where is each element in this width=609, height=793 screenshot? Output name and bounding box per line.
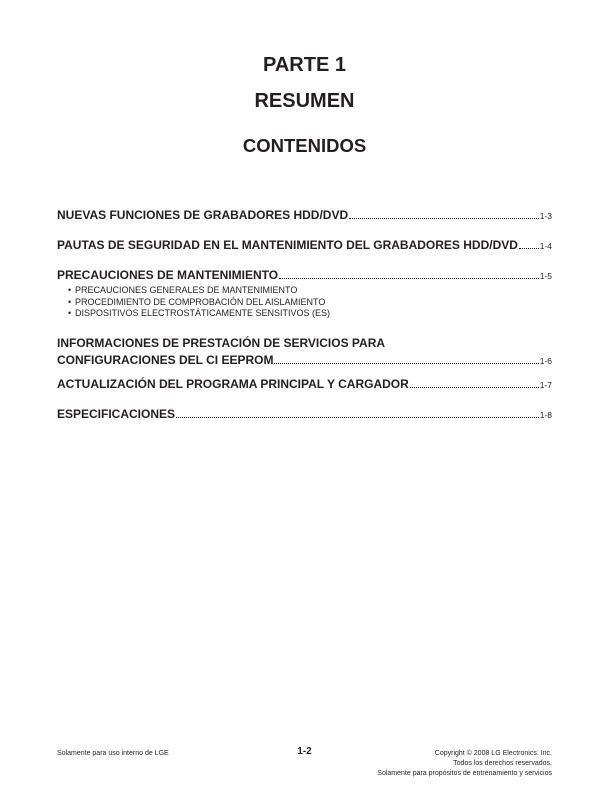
bullet-icon: • [68, 285, 72, 295]
toc-entry-title: PAUTAS DE SEGURIDAD EN EL MANTENIMIENTO DEL GRABADORES HDD/DVD [57, 238, 518, 252]
toc-entry-title: ACTUALIZACIÓN DEL PROGRAMA PRINCIPAL Y CARGADOR [57, 377, 409, 391]
footer-internal-use: Solamente para uso interno de LGE [57, 750, 169, 757]
footer-copyright-block [377, 749, 552, 779]
footer-page-number: 1-2 [297, 746, 312, 757]
toc-entry-new-features[interactable] [57, 208, 552, 222]
toc-entry-title: ESPECIFICACIONES [57, 407, 176, 421]
toc-entry-page: 1-6 [539, 356, 552, 366]
toc-entry-title-line2: CONFIGURACIONES DEL CI EEPROM [57, 353, 274, 367]
toc-subitem[interactable]: • PRECAUCIONES GENERALES DE MANTENIMIENTO [68, 285, 298, 295]
toc-entry-maintenance-precautions[interactable] [57, 268, 552, 320]
footer-copyright: Copyright © 2008 LG Electronics. Inc. [434, 750, 552, 757]
summary-title: RESUMEN [254, 90, 355, 112]
toc-entry-title: NUEVAS FUNCIONES DE GRABADORES HDD/DVD [57, 208, 349, 222]
dot-leader [519, 247, 539, 249]
part-title: PARTE 1 [263, 54, 346, 76]
toc-entry-page: 1-5 [539, 271, 552, 281]
toc-entry-page: 1-7 [539, 380, 552, 390]
bullet-icon: • [68, 308, 72, 318]
toc-entry-firmware-update[interactable] [57, 377, 552, 391]
toc-entry-page: 1-4 [539, 241, 552, 251]
dot-leader [410, 386, 539, 388]
dot-leader [349, 217, 539, 219]
toc-subitem[interactable]: • DISPOSITIVOS ELECTROSTÁTICAMENTE SENSITIVOS (ES) [68, 308, 331, 318]
toc-entry-page: 1-3 [539, 211, 552, 221]
contents-title: CONTENIDOS [242, 135, 367, 156]
toc-entry-title: PRECAUCIONES DE MANTENIMIENTO [57, 268, 279, 282]
toc-entry-title-line1: INFORMACIONES DE PRESTACIÓN DE SERVICIOS PARA [57, 336, 386, 350]
footer-training: Solamente para propósitos de entrenamiento y servicios [377, 770, 552, 777]
bullet-icon: • [68, 296, 72, 307]
toc-entry-page: 1-8 [539, 410, 552, 420]
dot-leader [274, 362, 538, 364]
dot-leader [279, 277, 539, 279]
toc-subitems [68, 285, 552, 320]
toc-subitem[interactable]: • PROCEDIMIENTO DE COMPROBACIÓN DEL AISLAMIENTO [68, 296, 326, 307]
toc-entry-safety-guidelines[interactable] [57, 238, 552, 252]
toc-entry-eeprom-service[interactable] [57, 336, 552, 367]
footer-rights: Todos los derechos reservados. [453, 760, 552, 767]
dot-leader [176, 416, 539, 418]
toc-entry-specifications[interactable] [57, 407, 552, 421]
